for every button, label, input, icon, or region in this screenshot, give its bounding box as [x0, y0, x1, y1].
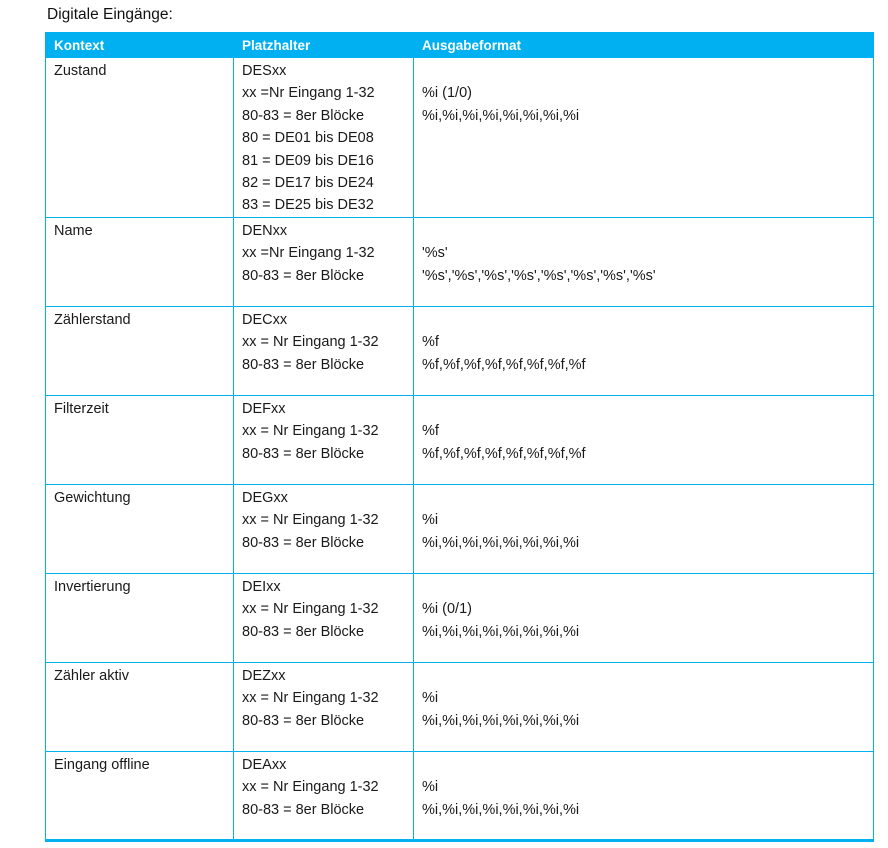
- ausgabeformat-cell: [414, 217, 874, 306]
- cell-line: [422, 60, 867, 82]
- cell-line: DEGxx: [242, 489, 288, 506]
- platzhalter-cell: [234, 484, 414, 573]
- table-row-filterzeit: [46, 395, 874, 484]
- ausgabeformat-cell: [414, 306, 874, 395]
- kontext-text: Name: [54, 222, 93, 239]
- platzhalter-cell: [234, 58, 414, 218]
- kontext-text: Zähler aktiv: [54, 667, 129, 684]
- cell-line: [422, 487, 867, 509]
- ausgabeformat-cell: [414, 573, 874, 662]
- table-row-name: [46, 217, 874, 306]
- cell-line: 83 = DE25 bis DE32: [242, 197, 374, 214]
- cell-line: 80-83 = 8er Blöcke: [242, 356, 365, 373]
- cell-line: %f: [422, 334, 439, 351]
- cell-line: xx =Nr Eingang 1-32: [242, 245, 375, 262]
- cell-line: %i,%i,%i,%i,%i,%i,%i,%i: [422, 801, 580, 818]
- platzhalter-cell: [234, 217, 414, 306]
- kontext-cell: [46, 395, 234, 484]
- cell-line: DECxx: [242, 311, 288, 328]
- table-row-gewichtung: [46, 484, 874, 573]
- cell-line: 80-83 = 8er Blöcke: [242, 445, 365, 462]
- cell-line: [422, 576, 867, 598]
- table-row-zaehlerstand: [46, 306, 874, 395]
- cell-line: DEAxx: [242, 756, 287, 773]
- kontext-cell: [46, 306, 234, 395]
- table-row-zaehler-aktiv: [46, 662, 874, 751]
- cell-line: DESxx: [242, 63, 287, 79]
- kontext-text: Filterzeit: [54, 400, 109, 417]
- kontext-text: Gewichtung: [54, 489, 131, 506]
- cell-line: %f,%f,%f,%f,%f,%f,%f,%f: [422, 445, 586, 462]
- digital-inputs-table: [45, 32, 874, 842]
- table-row-eingang-offline: [46, 751, 874, 840]
- cell-line: 80-83 = 8er Blöcke: [242, 801, 365, 818]
- kontext-text: Zustand: [54, 63, 107, 79]
- table-row-zustand: [46, 58, 874, 218]
- kontext-cell: [46, 58, 234, 218]
- cell-line: %f: [422, 423, 439, 440]
- cell-line: %i,%i,%i,%i,%i,%i,%i,%i: [422, 623, 580, 640]
- cell-line: [422, 309, 867, 331]
- header-cell-ausgabeformat: Ausgabeformat: [414, 33, 874, 58]
- cell-line: %i (0/1): [422, 601, 472, 618]
- kontext-cell: [46, 573, 234, 662]
- cell-line: 81 = DE09 bis DE16: [242, 152, 374, 169]
- cell-line: %i,%i,%i,%i,%i,%i,%i,%i: [422, 107, 580, 124]
- cell-line: 80-83 = 8er Blöcke: [242, 267, 365, 284]
- cell-line: DENxx: [242, 222, 288, 239]
- cell-line: %i,%i,%i,%i,%i,%i,%i,%i: [422, 712, 580, 729]
- kontext-text: Zählerstand: [54, 311, 131, 328]
- kontext-text: Invertierung: [54, 578, 131, 595]
- cell-line: 80-83 = 8er Blöcke: [242, 107, 365, 124]
- cell-line: %i,%i,%i,%i,%i,%i,%i,%i: [422, 534, 580, 551]
- cell-line: %i: [422, 779, 439, 796]
- cell-line: [422, 220, 867, 242]
- cell-line: [422, 665, 867, 687]
- platzhalter-cell: [234, 662, 414, 751]
- cell-line: xx = Nr Eingang 1-32: [242, 779, 379, 796]
- cell-line: '%s','%s','%s','%s','%s','%s','%s','%s': [422, 267, 656, 284]
- header-cell-kontext: Kontext: [46, 33, 234, 58]
- platzhalter-cell: [234, 306, 414, 395]
- cell-line: %i: [422, 512, 439, 529]
- cell-line: xx =Nr Eingang 1-32: [242, 85, 375, 102]
- table-row-invertierung: [46, 573, 874, 662]
- cell-line: DEZxx: [242, 667, 286, 684]
- page-title: Digitale Eingänge:: [47, 6, 173, 23]
- kontext-cell: [46, 484, 234, 573]
- cell-line: [422, 754, 867, 776]
- kontext-cell: [46, 751, 234, 840]
- cell-line: DEFxx: [242, 400, 286, 417]
- cell-line: DEIxx: [242, 578, 281, 595]
- cell-line: 80-83 = 8er Blöcke: [242, 534, 365, 551]
- platzhalter-cell: [234, 751, 414, 840]
- ausgabeformat-cell: [414, 662, 874, 751]
- cell-line: xx = Nr Eingang 1-32: [242, 334, 379, 351]
- ausgabeformat-cell: [414, 58, 874, 218]
- ausgabeformat-cell: [414, 484, 874, 573]
- header-cell-platzhalter: Platzhalter: [234, 33, 414, 58]
- kontext-cell: [46, 217, 234, 306]
- cell-line: [422, 398, 867, 420]
- ausgabeformat-cell: [414, 751, 874, 840]
- cell-line: 80-83 = 8er Blöcke: [242, 623, 365, 640]
- ausgabeformat-cell: [414, 395, 874, 484]
- table-header-row: [46, 33, 874, 58]
- cell-line: %i (1/0): [422, 85, 472, 102]
- kontext-cell: [46, 662, 234, 751]
- cell-line: 80-83 = 8er Blöcke: [242, 712, 365, 729]
- cell-line: 80 = DE01 bis DE08: [242, 130, 374, 147]
- cell-line: %f,%f,%f,%f,%f,%f,%f,%f: [422, 356, 586, 373]
- cell-line: xx = Nr Eingang 1-32: [242, 690, 379, 707]
- cell-line: xx = Nr Eingang 1-32: [242, 512, 379, 529]
- cell-line: '%s': [422, 245, 448, 262]
- cell-line: 82 = DE17 bis DE24: [242, 175, 374, 192]
- platzhalter-cell: [234, 573, 414, 662]
- cell-line: %i: [422, 690, 439, 707]
- cell-line: xx = Nr Eingang 1-32: [242, 423, 379, 440]
- kontext-text: Eingang offline: [54, 756, 150, 773]
- platzhalter-cell: [234, 395, 414, 484]
- cell-line: xx = Nr Eingang 1-32: [242, 601, 379, 618]
